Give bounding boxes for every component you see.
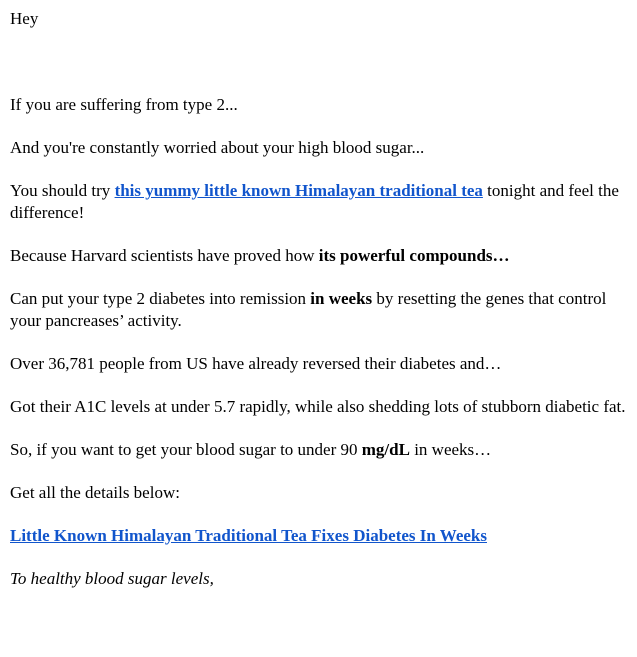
- blood-sugar-text-before: So, if you want to get your blood sugar to under 90: [10, 440, 362, 459]
- paragraph-greeting: [10, 8, 628, 30]
- people-count-text: Over 36,781 people from US have already reversed their diabetes and…: [10, 354, 502, 373]
- paragraph-harvard: [10, 245, 628, 267]
- tea-offer-text-before: You should try: [10, 181, 115, 200]
- cta-link[interactable]: Little Known Himalayan Traditional Tea Fixes Diabetes In Weeks: [10, 526, 487, 545]
- paragraph-suffering: [10, 94, 628, 116]
- greeting-text: Hey: [10, 9, 39, 28]
- a1c-text: Got their A1C levels at under 5.7 rapidly, while also shedding lots of stubborn diabetic fat.: [10, 397, 626, 416]
- signoff-text: To healthy blood sugar levels,: [10, 569, 214, 588]
- paragraph-details: [10, 482, 628, 504]
- powerful-compounds-bold: its powerful compounds…: [318, 246, 510, 265]
- remission-text-after: by resetting the genes that control your pancreases’ activity.: [10, 289, 607, 330]
- worried-text: And you're constantly worried about your high blood sugar...: [10, 138, 425, 157]
- harvard-text: Because Harvard scientists have proved how: [10, 246, 319, 265]
- himalayan-tea-link[interactable]: this yummy little known Himalayan traditional tea: [114, 181, 483, 200]
- tea-offer-text-after: tonight and feel the difference!: [10, 181, 619, 222]
- mgdl-bold: mg/dL: [361, 440, 410, 459]
- paragraph-worried: [10, 137, 628, 159]
- details-text: Get all the details below:: [10, 483, 180, 502]
- paragraph-blood-sugar-target: [10, 439, 628, 461]
- paragraph-remission: [10, 288, 628, 332]
- paragraph-tea-offer: [10, 180, 628, 224]
- paragraph-people-count: [10, 353, 628, 375]
- paragraph-cta: [10, 525, 628, 547]
- remission-text-before: Can put your type 2 diabetes into remission: [10, 289, 311, 308]
- paragraph-a1c: [10, 396, 628, 418]
- blood-sugar-text-after: in weeks…: [409, 440, 492, 459]
- paragraph-signoff: [10, 568, 628, 590]
- suffering-text: If you are suffering from type 2...: [10, 95, 238, 114]
- in-weeks-bold: in weeks: [310, 289, 373, 308]
- paragraph-spacer: [10, 51, 628, 73]
